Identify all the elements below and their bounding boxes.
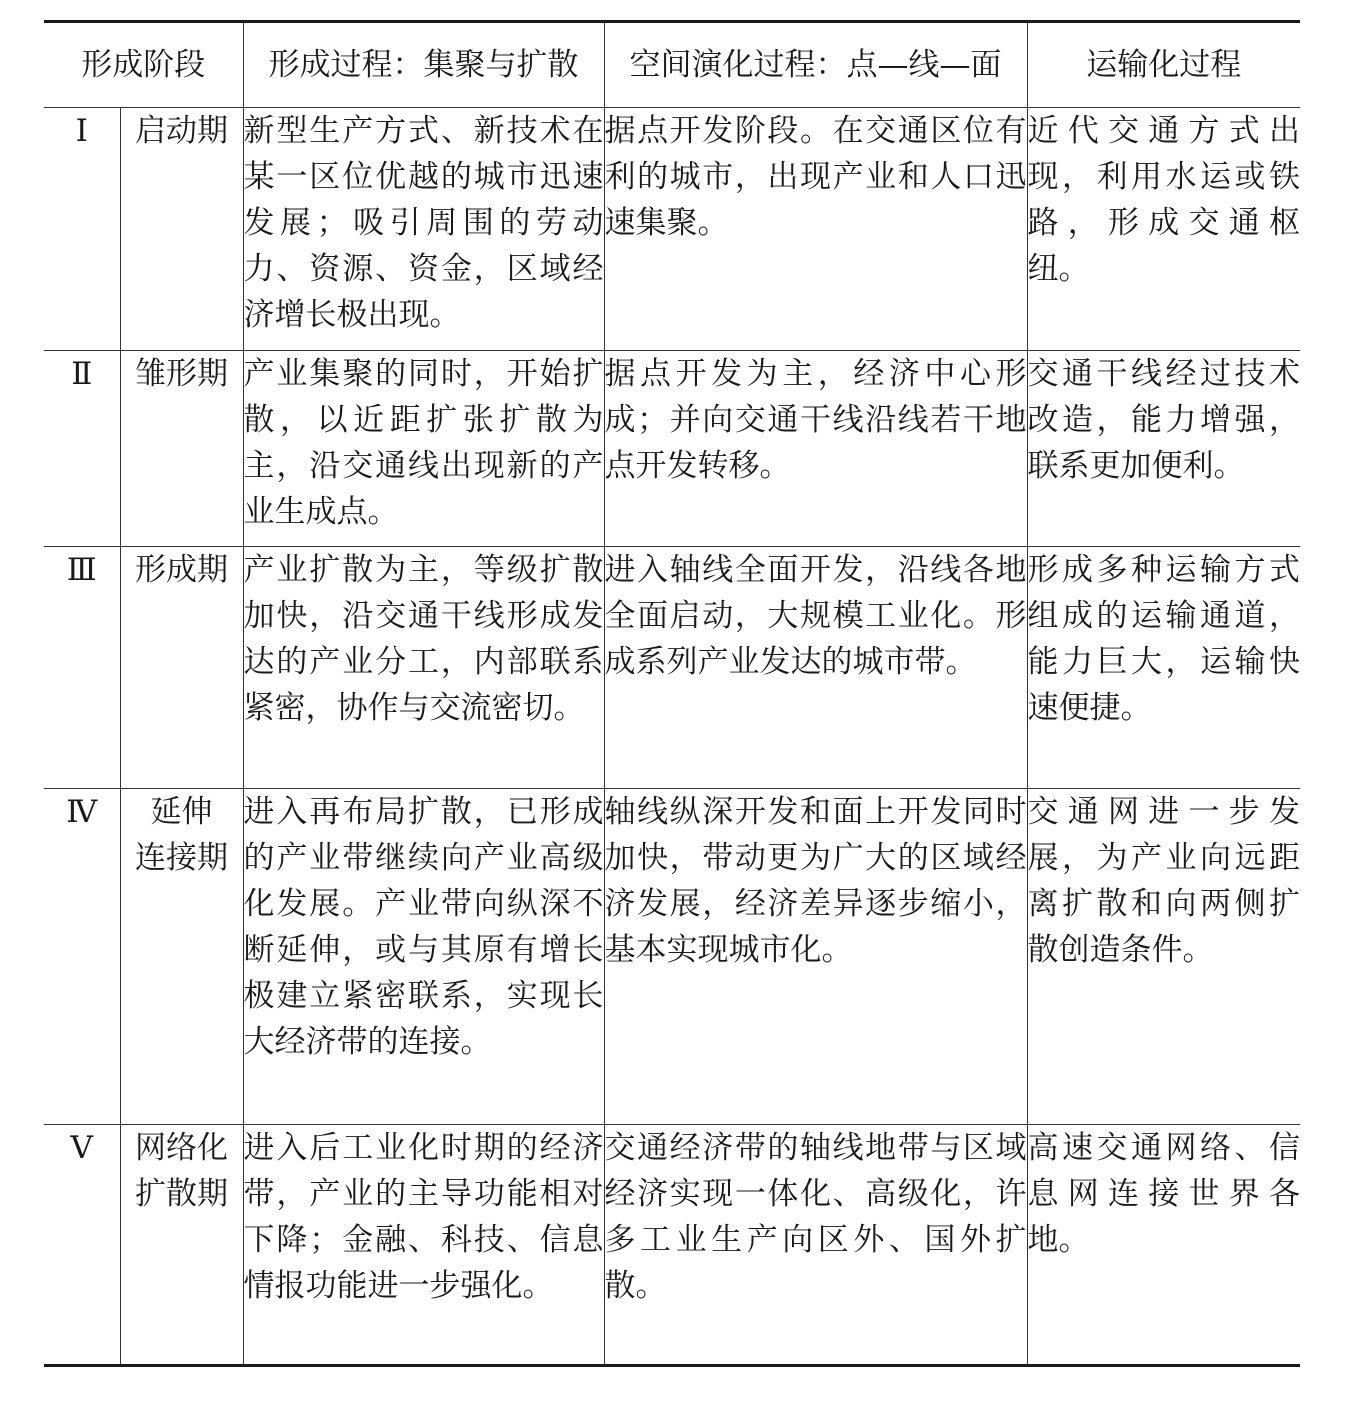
formation-cell: 新型生产方式、新技术在某一区位优越的城市迅速发展；吸引周围的劳动力、资源、资金，区域经济增长极出现。 (243, 108, 604, 351)
stage-table (44, 20, 1300, 1367)
stage-period-line: 延伸 (150, 794, 213, 830)
header-stage: 形成阶段 (44, 22, 243, 108)
table-row (44, 789, 1300, 1125)
table-row (44, 547, 1300, 789)
transport-cell: 高速交通网络、信息网连接世界各地。 (1027, 1125, 1300, 1366)
stage-period (120, 547, 243, 789)
transport-cell: 近代交通方式出现，利用水运或铁路，形成交通枢纽。 (1027, 108, 1300, 351)
formation-cell: 产业扩散为主，等级扩散加快，沿交通干线形成发达的产业分工，内部联系紧密，协作与交流密切。 (243, 547, 604, 789)
stage-numeral: Ⅱ (44, 351, 120, 547)
formation-cell: 进入后工业化时期的经济带，产业的主导功能相对下降；金融、科技、信息情报功能进一步强化。 (243, 1125, 604, 1366)
stage-period-line: 雏形期 (135, 356, 228, 392)
document-page (44, 20, 1300, 1367)
formation-cell: 产业集聚的同时，开始扩散，以近距扩张扩散为主，沿交通线出现新的产业生成点。 (243, 351, 604, 547)
stage-period-line: 连接期 (135, 840, 228, 876)
spatial-cell: 轴线纵深开发和面上开发同时加快，带动更为广大的区域经济发展，经济差异逐步缩小，基本实现城市化。 (604, 789, 1027, 1125)
table-row (44, 108, 1300, 351)
header-transport: 运输化过程 (1027, 22, 1300, 108)
stage-period (120, 351, 243, 547)
spatial-cell: 进入轴线全面开发，沿线各地全面启动，大规模工业化。形成系列产业发达的城市带。 (604, 547, 1027, 789)
transport-cell: 形成多种运输方式组成的运输通道，能力巨大，运输快速便捷。 (1027, 547, 1300, 789)
header-formation: 形成过程：集聚与扩散 (243, 22, 604, 108)
transport-cell: 交通干线经过技术改造，能力增强，联系更加便利。 (1027, 351, 1300, 547)
stage-period (120, 789, 243, 1125)
stage-period (120, 108, 243, 351)
stage-period (120, 1125, 243, 1366)
spatial-cell: 据点开发为主，经济中心形成；并向交通干线沿线若干地点开发转移。 (604, 351, 1027, 547)
spatial-cell: 据点开发阶段。在交通区位有利的城市，出现产业和人口迅速集聚。 (604, 108, 1027, 351)
formation-cell: 进入再布局扩散，已形成的产业带继续向产业高级化发展。产业带向纵深不断延伸，或与其原有增长极建立紧密联系，实现长大经济带的连接。 (243, 789, 604, 1125)
stage-numeral: Ⅴ (44, 1125, 120, 1366)
table-row (44, 1125, 1300, 1366)
stage-period-line: 网络化 (135, 1130, 228, 1166)
stage-period-line: 形成期 (135, 552, 228, 588)
stage-numeral: Ⅳ (44, 789, 120, 1125)
stage-numeral: Ⅰ (44, 108, 120, 351)
stage-numeral: Ⅲ (44, 547, 120, 789)
stage-period-line: 启动期 (135, 113, 228, 149)
table-header-row (44, 22, 1300, 108)
stage-period-line: 扩散期 (135, 1176, 228, 1212)
table-row (44, 351, 1300, 547)
transport-cell: 交通网进一步发展，为产业向远距离扩散和向两侧扩散创造条件。 (1027, 789, 1300, 1125)
spatial-cell: 交通经济带的轴线地带与区域经济实现一体化、高级化，许多工业生产向区外、国外扩散。 (604, 1125, 1027, 1366)
header-spatial: 空间演化过程：点—线—面 (604, 22, 1027, 108)
